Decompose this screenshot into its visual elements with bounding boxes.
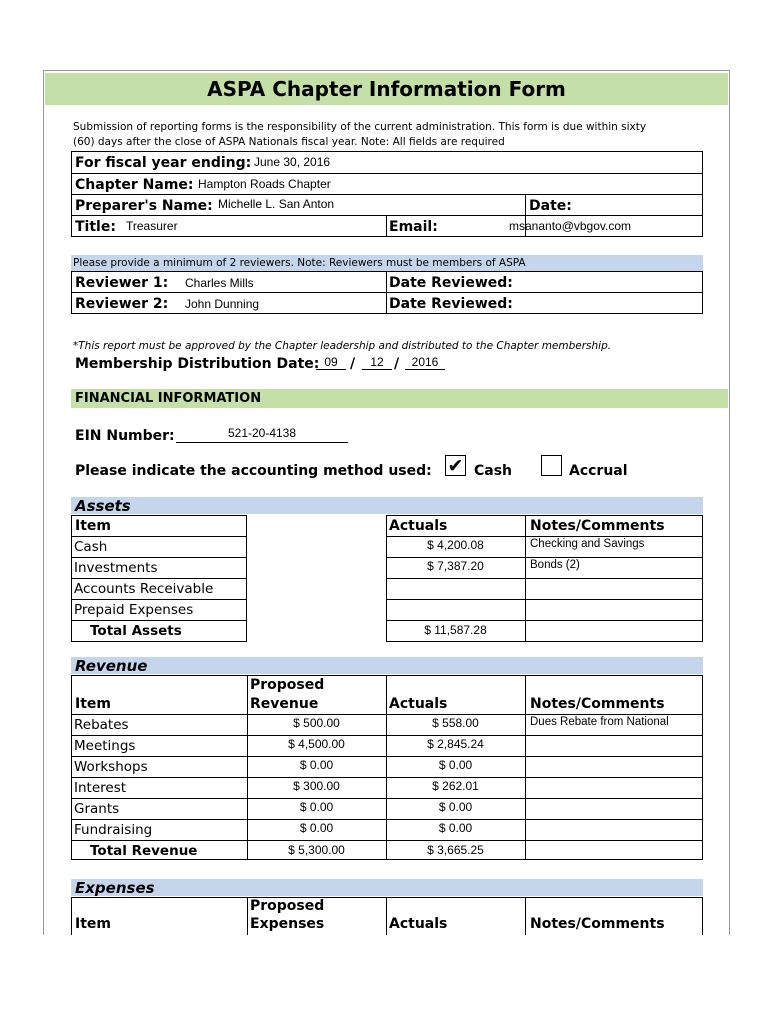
distribution-label: Membership Distribution Date:	[75, 356, 320, 372]
revenue-actual-field[interactable]: $ 262.01	[432, 779, 479, 793]
assets-total-label: Total Assets	[90, 623, 182, 639]
expenses-col-proposed-line1: Proposed	[250, 898, 325, 914]
assets-note-field[interactable]: Bonds (2)	[530, 559, 580, 571]
revenue-item: Meetings	[74, 738, 136, 754]
assets-bar	[71, 497, 703, 514]
revenue-total-label: Total Revenue	[90, 843, 198, 859]
revenue-note-field[interactable]: Dues Rebate from National	[530, 716, 669, 728]
revenue-item: Workshops	[74, 759, 148, 775]
reviewer-2-field[interactable]: John Dunning	[185, 297, 260, 311]
distribution-sep-1: /	[350, 356, 356, 372]
assets-heading: Assets	[75, 497, 131, 515]
revenue-bar	[71, 657, 703, 674]
revenue-item: Grants	[74, 801, 120, 817]
preparer-field[interactable]: Michelle L. San Anton	[218, 197, 335, 211]
revenue-proposed-field[interactable]: $ 0.00	[299, 800, 334, 814]
expenses-col-proposed-line2: Expenses	[250, 916, 325, 932]
revenue-item: Interest	[74, 780, 127, 796]
reviewer-1-field[interactable]: Charles Mills	[185, 276, 254, 290]
revenue-item: Rebates	[74, 717, 129, 733]
reviewer-2-label: Reviewer 2:	[75, 296, 169, 312]
cash-label: Cash	[474, 463, 513, 479]
revenue-actual-field[interactable]: $ 2,845.24	[427, 737, 484, 751]
accrual-checkbox[interactable]	[541, 455, 562, 476]
fiscal-field[interactable]: June 30, 2016	[254, 155, 331, 169]
chapter-field[interactable]: Hampton Roads Chapter	[198, 177, 331, 191]
revenue-item: Fundraising	[74, 822, 153, 838]
revenue-proposed-field[interactable]: $ 300.00	[293, 779, 340, 793]
ein-label: EIN Number:	[75, 428, 175, 444]
chapter-label: Chapter Name:	[75, 177, 194, 193]
revenue-proposed-field[interactable]: $ 4,500.00	[288, 737, 345, 751]
form-title: ASPA Chapter Information Form	[45, 73, 728, 105]
reviewer-1-label: Reviewer 1:	[75, 275, 169, 291]
assets-col-actuals: Actuals	[389, 518, 448, 534]
reviewer-2-date-label: Date Reviewed:	[389, 296, 513, 312]
revenue-total-actual: $ 3,665.25	[427, 843, 484, 857]
assets-actual-field[interactable]: $ 7,387.20	[427, 559, 484, 573]
assets-item: Cash	[74, 539, 108, 555]
revenue-col-proposed-line1: Proposed	[250, 677, 325, 693]
title-label: Title:	[75, 219, 116, 235]
revenue-actual-field[interactable]: $ 0.00	[438, 800, 473, 814]
accrual-label: Accrual	[569, 463, 628, 479]
revenue-actual-field[interactable]: $ 0.00	[438, 758, 473, 772]
assets-note-field[interactable]: Checking and Savings	[530, 538, 645, 550]
revenue-col-proposed-line2: Revenue	[250, 696, 319, 712]
revenue-total-proposed: $ 5,300.00	[288, 843, 345, 857]
checkmark-icon: ✔	[447, 454, 464, 477]
assets-col-notes: Notes/Comments	[530, 518, 665, 534]
revenue-col-actuals: Actuals	[389, 696, 448, 712]
intro-line-1: Submission of reporting forms is the responsibility of the current administration. This form is due within sixty	[73, 121, 647, 133]
expenses-col-item: Item	[75, 916, 111, 932]
reviewer-1-date-label: Date Reviewed:	[389, 275, 513, 291]
revenue-proposed-field[interactable]: $ 0.00	[299, 758, 334, 772]
intro-line-2: (60) days after the close of ASPA Nationals fiscal year. Note: All fields are required	[73, 136, 505, 148]
revenue-proposed-field[interactable]: $ 500.00	[293, 716, 340, 730]
email-label: Email:	[389, 219, 438, 235]
distribution-sep-2: /	[394, 356, 400, 372]
preparer-label: Preparer's Name:	[75, 198, 213, 214]
revenue-proposed-field[interactable]: $ 0.00	[299, 821, 334, 835]
distribution-day-field[interactable]: 12	[362, 355, 392, 370]
financial-heading: FINANCIAL INFORMATION	[75, 391, 262, 406]
assets-actual-field[interactable]: $ 4,200.08	[427, 538, 484, 552]
assets-item: Prepaid Expenses	[74, 602, 194, 618]
ein-field[interactable]: 521-20-4138	[176, 426, 348, 443]
assets-col-item: Item	[75, 518, 111, 534]
expenses-heading: Expenses	[75, 879, 155, 897]
distribution-month-field[interactable]: 09	[316, 355, 346, 370]
form-page	[43, 70, 730, 935]
fiscal-label: For fiscal year ending:	[75, 155, 252, 171]
email-field[interactable]: msananto@vbgov.com	[509, 219, 632, 233]
expenses-bar	[71, 879, 703, 896]
assets-item: Investments	[74, 560, 158, 576]
assets-total-value: $ 11,587.28	[424, 623, 487, 637]
date-label: Date:	[529, 198, 572, 214]
cash-checkbox[interactable]	[445, 455, 466, 476]
distribution-year-field[interactable]: 2016	[405, 355, 445, 370]
revenue-actual-field[interactable]: $ 0.00	[438, 821, 473, 835]
revenue-actual-field[interactable]: $ 558.00	[432, 716, 479, 730]
reviewer-note: Please provide a minimum of 2 reviewers. Note: Reviewers must be members of ASPA	[73, 257, 526, 269]
title-field[interactable]: Treasurer	[126, 219, 178, 233]
accounting-method-label: Please indicate the accounting method used:	[75, 463, 432, 479]
revenue-col-notes: Notes/Comments	[530, 696, 665, 712]
revenue-heading: Revenue	[75, 657, 148, 675]
revenue-col-item: Item	[75, 696, 111, 712]
expenses-col-notes: Notes/Comments	[530, 916, 665, 932]
expenses-col-actuals: Actuals	[389, 916, 448, 932]
distribution-note: *This report must be approved by the Chapter leadership and distributed to the Chapter membership.	[73, 340, 612, 352]
assets-item: Accounts Receivable	[74, 581, 214, 597]
